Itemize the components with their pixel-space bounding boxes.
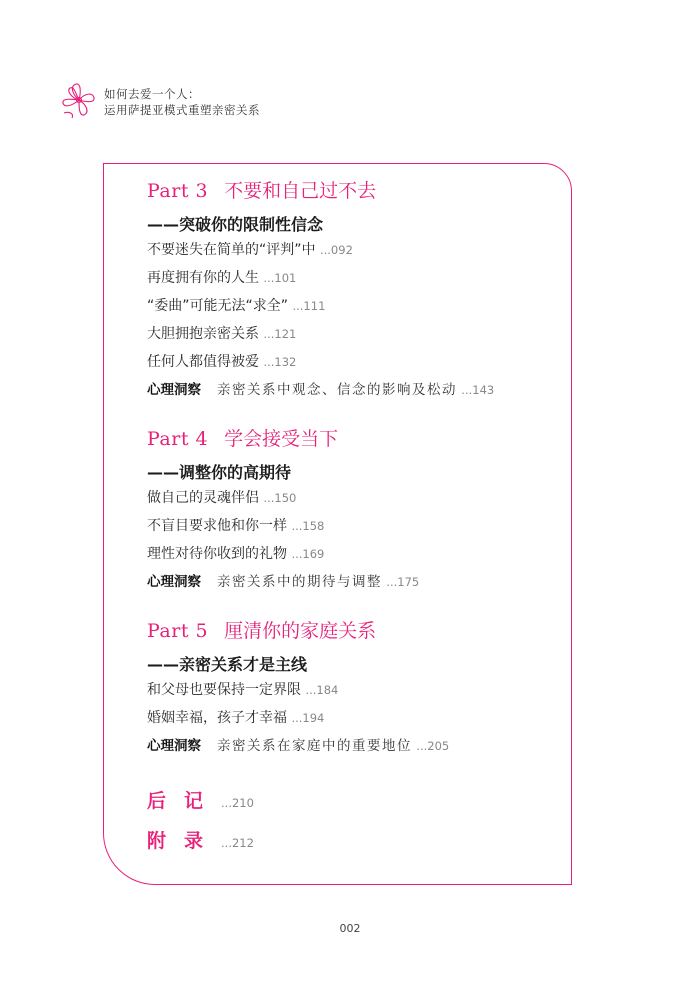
entry-title: 大胆拥抱亲密关系 (147, 326, 259, 342)
insight-title: 亲密关系在家庭中的重要地位 (217, 738, 412, 754)
toc-entry[interactable] (147, 348, 567, 376)
table-of-contents (147, 178, 567, 860)
insight-label: 心理洞察 (147, 382, 201, 398)
entry-page: ...111 (292, 299, 326, 313)
appendix-entry[interactable] (147, 822, 567, 860)
appendix-title: 附录 (147, 830, 222, 852)
insight-page: ...143 (461, 383, 495, 397)
book-title (104, 86, 260, 118)
toc-entry[interactable] (147, 292, 567, 320)
part-4-section (147, 426, 567, 596)
part-subtitle: ——亲密关系才是主线 (147, 655, 308, 674)
insight-entry[interactable] (147, 568, 567, 596)
part-heading (147, 618, 567, 646)
entry-title: 婚姻幸福，孩子才幸福 (147, 710, 287, 726)
book-title-line1: 如何去爱一个人： (104, 87, 200, 101)
part-number: Part 3 (147, 180, 209, 202)
part-heading (147, 426, 567, 454)
entry-title: 理性对待你收到的礼物 (147, 546, 287, 562)
entry-title: 再度拥有你的人生 (147, 270, 259, 286)
insight-page: ...205 (416, 739, 450, 753)
part-title: 学会接受当下 (224, 428, 339, 450)
entry-title: “委曲”可能无法“求全” (147, 298, 289, 314)
insight-label: 心理洞察 (147, 738, 201, 754)
toc-entry[interactable] (147, 676, 567, 704)
toc-entry[interactable] (147, 236, 567, 264)
toc-entry[interactable] (147, 540, 567, 568)
insight-page: ...175 (386, 575, 420, 589)
toc-entry[interactable] (147, 264, 567, 292)
entry-title: 做自己的灵魂伴侣 (147, 490, 259, 506)
entry-title: 任何人都值得被爱 (147, 354, 259, 370)
part-number: Part 5 (147, 620, 209, 642)
entry-page: ...101 (263, 271, 297, 285)
toc-entry[interactable] (147, 320, 567, 348)
entry-page: ...158 (291, 519, 325, 533)
toc-entry[interactable] (147, 484, 567, 512)
page-number: 002 (339, 922, 361, 935)
book-title-line2: 运用萨提亚模式重塑亲密关系 (104, 103, 260, 117)
entry-page: ...184 (305, 683, 339, 697)
appendix-page: ...212 (221, 836, 254, 850)
entry-page: ...092 (319, 243, 353, 257)
part-5-section (147, 618, 567, 760)
entry-title: 和父母也要保持一定界限 (147, 682, 301, 698)
flower-logo-icon (58, 80, 100, 120)
toc-entry[interactable] (147, 704, 567, 732)
toc-entry[interactable] (147, 512, 567, 540)
insight-entry[interactable] (147, 732, 567, 760)
part-title: 不要和自己过不去 (224, 180, 377, 202)
entry-page: ...194 (291, 711, 325, 725)
afterword-page: ...210 (221, 796, 254, 810)
part-subtitle: ——突破你的限制性信念 (147, 215, 324, 234)
afterword-entry[interactable] (147, 782, 567, 820)
insight-title: 亲密关系中的期待与调整 (217, 574, 382, 590)
entry-page: ...132 (263, 355, 297, 369)
entry-page: ...169 (291, 547, 325, 561)
insight-label: 心理洞察 (147, 574, 201, 590)
entry-title: 不盲目要求他和你一样 (147, 518, 287, 534)
insight-entry[interactable] (147, 376, 567, 404)
part-title: 厘清你的家庭关系 (224, 620, 377, 642)
insight-title: 亲密关系中观念、信念的影响及松动 (217, 382, 457, 398)
part-subtitle: ——调整你的高期待 (147, 463, 292, 482)
part-number: Part 4 (147, 428, 209, 450)
afterword-title: 后记 (147, 790, 222, 812)
part-heading (147, 178, 567, 206)
part-3-section (147, 178, 567, 404)
entry-page: ...150 (263, 491, 297, 505)
entry-page: ...121 (263, 327, 297, 341)
entry-title: 不要迷失在简单的“评判”中 (147, 242, 316, 258)
